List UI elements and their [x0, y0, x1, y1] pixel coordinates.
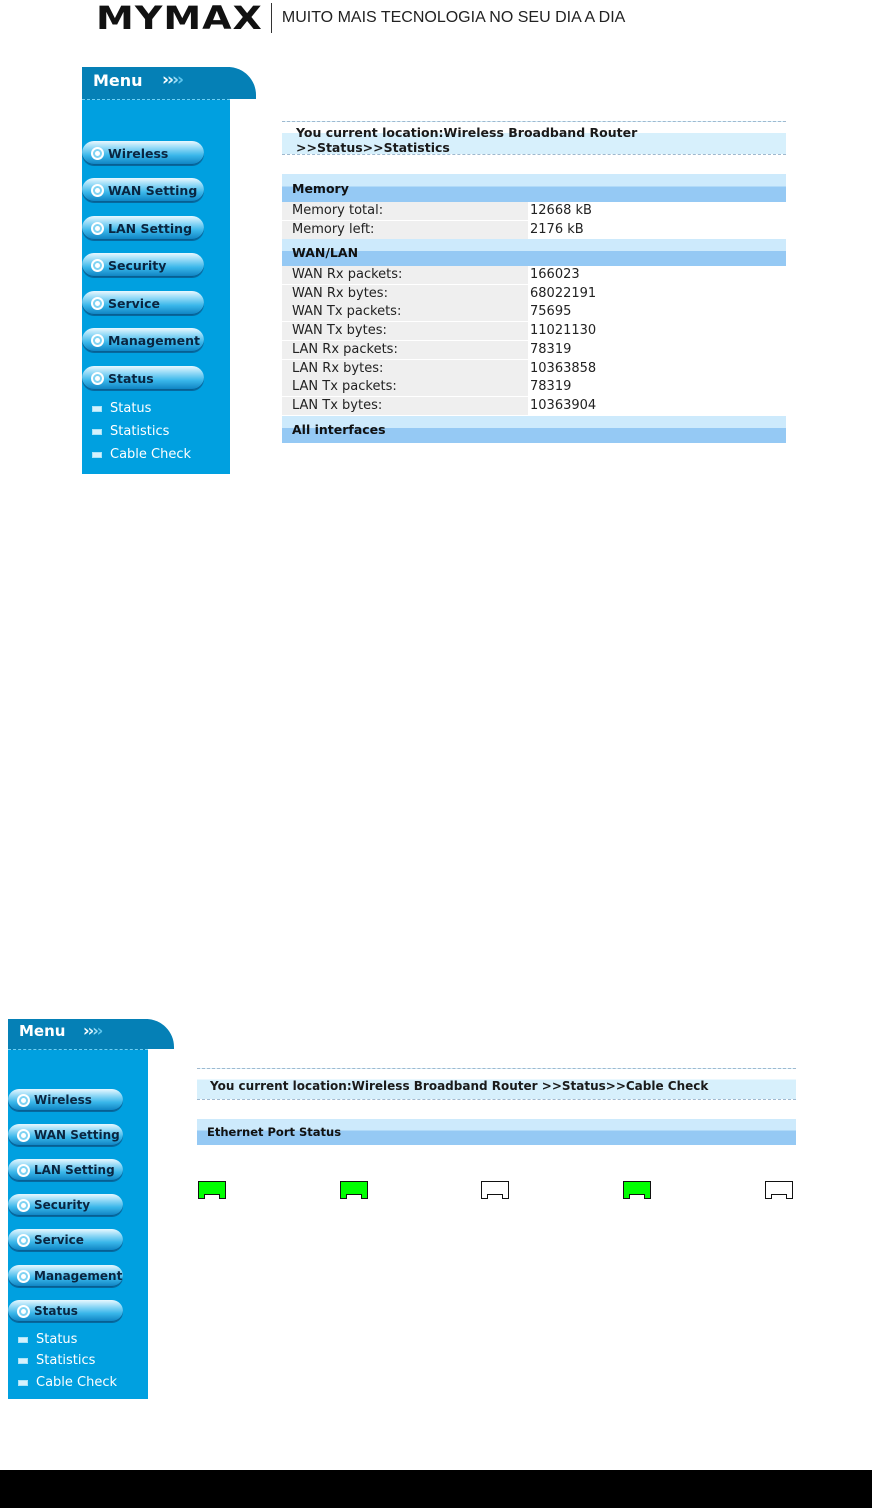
bullet-icon: [92, 452, 102, 458]
ethernet-port-5-icon: [765, 1181, 793, 1199]
nav-status-button[interactable]: [82, 366, 204, 390]
ethernet-port-3-icon: [481, 1181, 509, 1199]
subnav-status[interactable]: [92, 401, 151, 416]
bullet-icon: [18, 1337, 28, 1343]
ethernet-port-status-header: Ethernet Port Status: [197, 1119, 796, 1145]
row-key: WAN Rx packets:: [282, 266, 528, 284]
wanlan-section-header: WAN/LAN: [282, 239, 786, 266]
row-value: 10363858: [530, 360, 786, 378]
menu-arrows-icon: ››››: [162, 70, 183, 90]
radio-icon: [17, 1094, 30, 1107]
radio-icon: [91, 372, 104, 385]
table-row: [282, 266, 786, 284]
row-value: 11021130: [530, 322, 786, 340]
location-breadcrumb: [197, 1068, 796, 1100]
row-key: Memory total:: [282, 202, 528, 220]
subnav-label: Statistics: [36, 1353, 96, 1368]
nav-label: Wireless: [108, 145, 169, 161]
radio-icon: [91, 147, 104, 160]
radio-icon: [91, 297, 104, 310]
radio-icon: [17, 1129, 30, 1142]
subnav-statistics[interactable]: [18, 1353, 95, 1368]
row-key: LAN Rx packets:: [282, 341, 528, 359]
nav-management-button[interactable]: [82, 328, 204, 352]
radio-icon: [91, 222, 104, 235]
row-key: WAN Tx packets:: [282, 303, 528, 321]
nav-wan-setting-button[interactable]: [82, 178, 204, 202]
nav-label: Management: [108, 332, 201, 348]
nav-lan-setting-button[interactable]: [82, 216, 204, 240]
table-row: [282, 397, 786, 415]
nav-service-button[interactable]: [8, 1229, 123, 1251]
nav-label: WAN Setting: [108, 182, 198, 198]
row-key: WAN Rx bytes:: [282, 285, 528, 303]
radio-icon: [91, 259, 104, 272]
subnav-label: Status: [110, 401, 152, 416]
location-text: You current location:Wireless Broadband Router >>Status>>Statistics: [296, 125, 638, 155]
nav-label: WAN Setting: [34, 1128, 120, 1142]
table-row: [282, 322, 786, 340]
nav-label: Management: [34, 1269, 123, 1283]
nav-label: Security: [34, 1198, 91, 1212]
row-value: 78319: [530, 378, 786, 396]
radio-icon: [91, 184, 104, 197]
nav-label: Security: [108, 257, 167, 273]
menu-panel: [82, 67, 230, 474]
radio-icon: [17, 1164, 30, 1177]
ethernet-port-1-icon: [198, 1181, 226, 1199]
menu-title: Menu: [93, 71, 143, 90]
table-row: [282, 202, 786, 220]
memory-section-header: Memory: [282, 174, 786, 202]
row-value: 68022191: [530, 285, 786, 303]
bullet-icon: [18, 1358, 28, 1364]
ethernet-port-4-icon: [623, 1181, 651, 1199]
menu-header-curve: [146, 1019, 174, 1049]
nav-label: Service: [34, 1233, 84, 1247]
row-value: 2176 kB: [530, 221, 786, 239]
subnav-cable-check[interactable]: [92, 447, 191, 462]
bullet-icon: [18, 1380, 28, 1386]
nav-status-button[interactable]: [8, 1300, 123, 1322]
table-row: [282, 378, 786, 396]
subnav-label: Cable Check: [110, 447, 192, 462]
menu-panel: [8, 1019, 148, 1399]
subnav-label: Statistics: [110, 424, 170, 439]
bullet-icon: [92, 406, 102, 412]
nav-wan-setting-button[interactable]: [8, 1124, 123, 1146]
ethernet-port-2-icon: [340, 1181, 368, 1199]
location-text: You current location:Wireless Broadband Router >>Status>>Cable Check: [210, 1079, 709, 1093]
nav-label: LAN Setting: [34, 1163, 115, 1177]
nav-service-button[interactable]: [82, 291, 204, 315]
subnav-statistics[interactable]: [92, 424, 169, 439]
brand-tagline: MUITO MAIS TECNOLOGIA NO SEU DIA A DIA: [281, 9, 626, 26]
radio-icon: [17, 1234, 30, 1247]
nav-label: Service: [108, 295, 160, 311]
nav-label: Status: [108, 370, 154, 386]
table-row: [282, 303, 786, 321]
row-value: 78319: [530, 341, 786, 359]
nav-wireless-button[interactable]: [8, 1089, 123, 1111]
bullet-icon: [92, 429, 102, 435]
nav-security-button[interactable]: [82, 253, 204, 277]
table-row: [282, 285, 786, 303]
all-interfaces-section-header: All interfaces: [282, 416, 786, 443]
bottom-black-bar: [0, 1470, 872, 1508]
table-row: [282, 221, 786, 239]
menu-header-curve: [228, 67, 256, 99]
row-key: LAN Rx bytes:: [282, 360, 528, 378]
nav-label: Wireless: [34, 1093, 92, 1107]
row-value: 10363904: [530, 397, 786, 415]
row-key: LAN Tx packets:: [282, 378, 528, 396]
subnav-label: Cable Check: [36, 1375, 118, 1390]
location-breadcrumb: [282, 121, 786, 155]
row-value: 166023: [530, 266, 786, 284]
radio-icon: [17, 1305, 30, 1318]
table-row: [282, 360, 786, 378]
table-row: [282, 341, 786, 359]
nav-label: Status: [34, 1304, 78, 1318]
subnav-status[interactable]: [18, 1332, 77, 1347]
menu-arrows-icon: ››››: [83, 1021, 102, 1040]
radio-icon: [17, 1270, 30, 1283]
row-value: 75695: [530, 303, 786, 321]
brand-separator: [271, 3, 272, 33]
menu-title: Menu: [19, 1022, 66, 1040]
row-value: 12668 kB: [530, 202, 786, 220]
mymax-logo: MYMAX: [96, 0, 263, 37]
nav-label: LAN Setting: [108, 220, 193, 236]
radio-icon: [17, 1199, 30, 1212]
nav-management-button[interactable]: [8, 1265, 123, 1287]
subnav-label: Status: [36, 1332, 78, 1347]
nav-security-button[interactable]: [8, 1194, 123, 1216]
radio-icon: [91, 334, 104, 347]
row-key: Memory left:: [282, 221, 528, 239]
nav-wireless-button[interactable]: [82, 141, 204, 165]
brand-header: [96, 0, 625, 36]
nav-lan-setting-button[interactable]: [8, 1159, 123, 1181]
row-key: WAN Tx bytes:: [282, 322, 528, 340]
row-key: LAN Tx bytes:: [282, 397, 528, 415]
subnav-cable-check[interactable]: [18, 1375, 117, 1390]
